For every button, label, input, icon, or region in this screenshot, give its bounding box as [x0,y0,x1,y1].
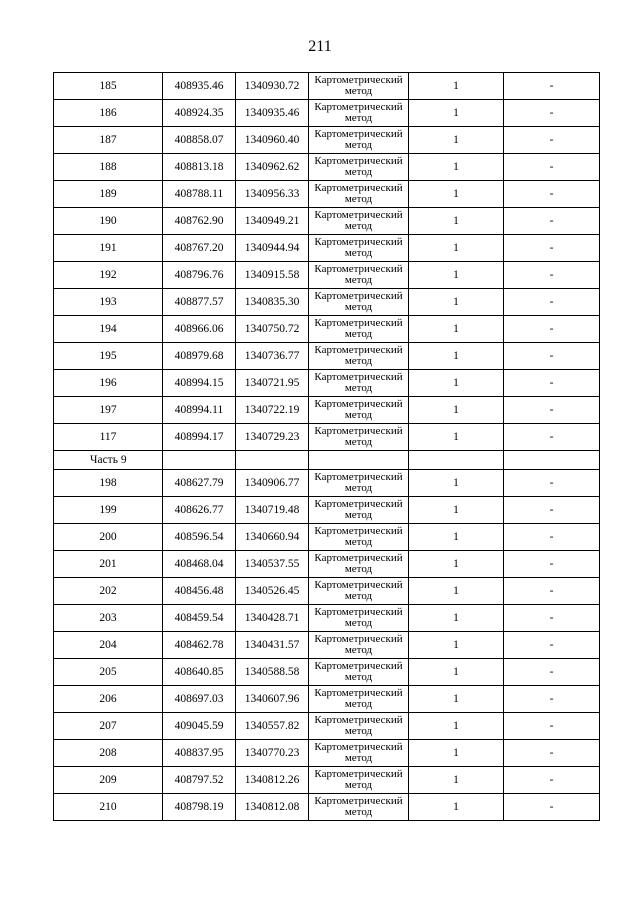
table-row [54,316,600,343]
accuracy-cell: 1 [409,100,504,127]
table-row [54,397,600,424]
y-coordinate-cell: 1340431.57 [236,632,309,659]
x-coordinate-cell: 408459.54 [163,605,236,632]
method-cell: Картометрический метод [309,262,409,289]
y-coordinate-cell: 1340721.95 [236,370,309,397]
method-cell: Картометрический метод [309,397,409,424]
method-cell: Картометрический метод [309,740,409,767]
method-cell: Картометрический метод [309,208,409,235]
method-cell: Картометрический метод [309,370,409,397]
note-cell: - [504,262,600,289]
method-cell: Картометрический метод [309,289,409,316]
note-cell: - [504,794,600,821]
table-row [54,551,600,578]
x-coordinate-cell: 408762.90 [163,208,236,235]
x-coordinate-cell: 409045.59 [163,713,236,740]
x-coordinate-cell: 408813.18 [163,154,236,181]
table-row [54,154,600,181]
empty-cell [504,451,600,470]
empty-cell [409,451,504,470]
table-row [54,659,600,686]
accuracy-cell: 1 [409,632,504,659]
table-row [54,767,600,794]
x-coordinate-cell: 408797.52 [163,767,236,794]
y-coordinate-cell: 1340588.58 [236,659,309,686]
table-row [54,470,600,497]
table-body [54,73,600,821]
point-number-cell: 117 [54,424,163,451]
table-row [54,794,600,821]
x-coordinate-cell: 408767.20 [163,235,236,262]
y-coordinate-cell: 1340906.77 [236,470,309,497]
note-cell: - [504,73,600,100]
method-cell: Картометрический метод [309,470,409,497]
table-row [54,100,600,127]
table-row [54,632,600,659]
y-coordinate-cell: 1340770.23 [236,740,309,767]
accuracy-cell: 1 [409,262,504,289]
point-number-cell: 202 [54,578,163,605]
table-row [54,181,600,208]
y-coordinate-cell: 1340722.19 [236,397,309,424]
note-cell: - [504,551,600,578]
point-number-cell: 199 [54,497,163,524]
accuracy-cell: 1 [409,497,504,524]
point-number-cell: 187 [54,127,163,154]
x-coordinate-cell: 408796.76 [163,262,236,289]
point-number-cell: 198 [54,470,163,497]
note-cell: - [504,632,600,659]
x-coordinate-cell: 408626.77 [163,497,236,524]
point-number-cell: 193 [54,289,163,316]
point-number-cell: 186 [54,100,163,127]
point-number-cell: 204 [54,632,163,659]
empty-cell [163,451,236,470]
table-row [54,424,600,451]
x-coordinate-cell: 408798.19 [163,794,236,821]
accuracy-cell: 1 [409,578,504,605]
y-coordinate-cell: 1340835.30 [236,289,309,316]
table-row [54,524,600,551]
coordinates-table [53,72,600,821]
accuracy-cell: 1 [409,370,504,397]
table-row [54,497,600,524]
point-number-cell: 189 [54,181,163,208]
accuracy-cell: 1 [409,551,504,578]
empty-cell [236,451,309,470]
note-cell: - [504,424,600,451]
accuracy-cell: 1 [409,289,504,316]
note-cell: - [504,767,600,794]
y-coordinate-cell: 1340812.26 [236,767,309,794]
point-number-cell: 195 [54,343,163,370]
x-coordinate-cell: 408596.54 [163,524,236,551]
note-cell: - [504,100,600,127]
x-coordinate-cell: 408640.85 [163,659,236,686]
method-cell: Картометрический метод [309,794,409,821]
note-cell: - [504,154,600,181]
accuracy-cell: 1 [409,127,504,154]
y-coordinate-cell: 1340719.48 [236,497,309,524]
x-coordinate-cell: 408966.06 [163,316,236,343]
point-number-cell: 210 [54,794,163,821]
x-coordinate-cell: 408994.17 [163,424,236,451]
method-cell: Картометрический метод [309,632,409,659]
note-cell: - [504,659,600,686]
note-cell: - [504,686,600,713]
method-cell: Картометрический метод [309,524,409,551]
accuracy-cell: 1 [409,154,504,181]
note-cell: - [504,740,600,767]
y-coordinate-cell: 1340607.96 [236,686,309,713]
table-row [54,73,600,100]
accuracy-cell: 1 [409,767,504,794]
point-number-cell: 188 [54,154,163,181]
point-number-cell: 191 [54,235,163,262]
note-cell: - [504,578,600,605]
method-cell: Картометрический метод [309,424,409,451]
x-coordinate-cell: 408994.15 [163,370,236,397]
table-row [54,262,600,289]
point-number-cell: 200 [54,524,163,551]
note-cell: - [504,397,600,424]
accuracy-cell: 1 [409,605,504,632]
y-coordinate-cell: 1340428.71 [236,605,309,632]
x-coordinate-cell: 408858.07 [163,127,236,154]
x-coordinate-cell: 408468.04 [163,551,236,578]
y-coordinate-cell: 1340750.72 [236,316,309,343]
method-cell: Картометрический метод [309,767,409,794]
y-coordinate-cell: 1340526.45 [236,578,309,605]
y-coordinate-cell: 1340812.08 [236,794,309,821]
x-coordinate-cell: 408627.79 [163,470,236,497]
note-cell: - [504,316,600,343]
accuracy-cell: 1 [409,659,504,686]
note-cell: - [504,524,600,551]
note-cell: - [504,208,600,235]
point-number-cell: 203 [54,605,163,632]
y-coordinate-cell: 1340915.58 [236,262,309,289]
note-cell: - [504,605,600,632]
table-row [54,740,600,767]
y-coordinate-cell: 1340935.46 [236,100,309,127]
section-label: Часть 9 [54,451,163,470]
method-cell: Картометрический метод [309,316,409,343]
point-number-cell: 196 [54,370,163,397]
table-row [54,208,600,235]
table-row [54,235,600,262]
table-row [54,578,600,605]
method-cell: Картометрический метод [309,659,409,686]
note-cell: - [504,713,600,740]
point-number-cell: 206 [54,686,163,713]
x-coordinate-cell: 408462.78 [163,632,236,659]
note-cell: - [504,343,600,370]
x-coordinate-cell: 408697.03 [163,686,236,713]
point-number-cell: 209 [54,767,163,794]
y-coordinate-cell: 1340962.62 [236,154,309,181]
note-cell: - [504,370,600,397]
section-row [54,451,600,470]
note-cell: - [504,497,600,524]
point-number-cell: 207 [54,713,163,740]
x-coordinate-cell: 408935.46 [163,73,236,100]
x-coordinate-cell: 408877.57 [163,289,236,316]
note-cell: - [504,470,600,497]
y-coordinate-cell: 1340930.72 [236,73,309,100]
note-cell: - [504,181,600,208]
method-cell: Картометрический метод [309,605,409,632]
x-coordinate-cell: 408837.95 [163,740,236,767]
table-row [54,713,600,740]
page-number: 211 [308,38,332,55]
method-cell: Картометрический метод [309,497,409,524]
point-number-cell: 185 [54,73,163,100]
accuracy-cell: 1 [409,424,504,451]
y-coordinate-cell: 1340537.55 [236,551,309,578]
accuracy-cell: 1 [409,316,504,343]
accuracy-cell: 1 [409,343,504,370]
point-number-cell: 190 [54,208,163,235]
table-row [54,605,600,632]
x-coordinate-cell: 408979.68 [163,343,236,370]
y-coordinate-cell: 1340956.33 [236,181,309,208]
method-cell: Картометрический метод [309,73,409,100]
accuracy-cell: 1 [409,208,504,235]
table-row [54,343,600,370]
note-cell: - [504,289,600,316]
accuracy-cell: 1 [409,713,504,740]
method-cell: Картометрический метод [309,343,409,370]
method-cell: Картометрический метод [309,100,409,127]
x-coordinate-cell: 408994.11 [163,397,236,424]
accuracy-cell: 1 [409,740,504,767]
table-row [54,686,600,713]
note-cell: - [504,235,600,262]
table-row [54,370,600,397]
method-cell: Картометрический метод [309,181,409,208]
accuracy-cell: 1 [409,73,504,100]
point-number-cell: 197 [54,397,163,424]
y-coordinate-cell: 1340557.82 [236,713,309,740]
accuracy-cell: 1 [409,686,504,713]
y-coordinate-cell: 1340729.23 [236,424,309,451]
point-number-cell: 208 [54,740,163,767]
table-row [54,289,600,316]
point-number-cell: 201 [54,551,163,578]
method-cell: Картометрический метод [309,578,409,605]
accuracy-cell: 1 [409,794,504,821]
method-cell: Картометрический метод [309,127,409,154]
x-coordinate-cell: 408788.11 [163,181,236,208]
accuracy-cell: 1 [409,181,504,208]
method-cell: Картометрический метод [309,235,409,262]
method-cell: Картометрический метод [309,551,409,578]
y-coordinate-cell: 1340960.40 [236,127,309,154]
y-coordinate-cell: 1340660.94 [236,524,309,551]
point-number-cell: 194 [54,316,163,343]
y-coordinate-cell: 1340736.77 [236,343,309,370]
method-cell: Картометрический метод [309,154,409,181]
note-cell: - [504,127,600,154]
point-number-cell: 205 [54,659,163,686]
y-coordinate-cell: 1340944.94 [236,235,309,262]
x-coordinate-cell: 408456.48 [163,578,236,605]
accuracy-cell: 1 [409,524,504,551]
method-cell: Картометрический метод [309,686,409,713]
accuracy-cell: 1 [409,397,504,424]
accuracy-cell: 1 [409,235,504,262]
point-number-cell: 192 [54,262,163,289]
empty-cell [309,451,409,470]
accuracy-cell: 1 [409,470,504,497]
method-cell: Картометрический метод [309,713,409,740]
x-coordinate-cell: 408924.35 [163,100,236,127]
y-coordinate-cell: 1340949.21 [236,208,309,235]
table-row [54,127,600,154]
